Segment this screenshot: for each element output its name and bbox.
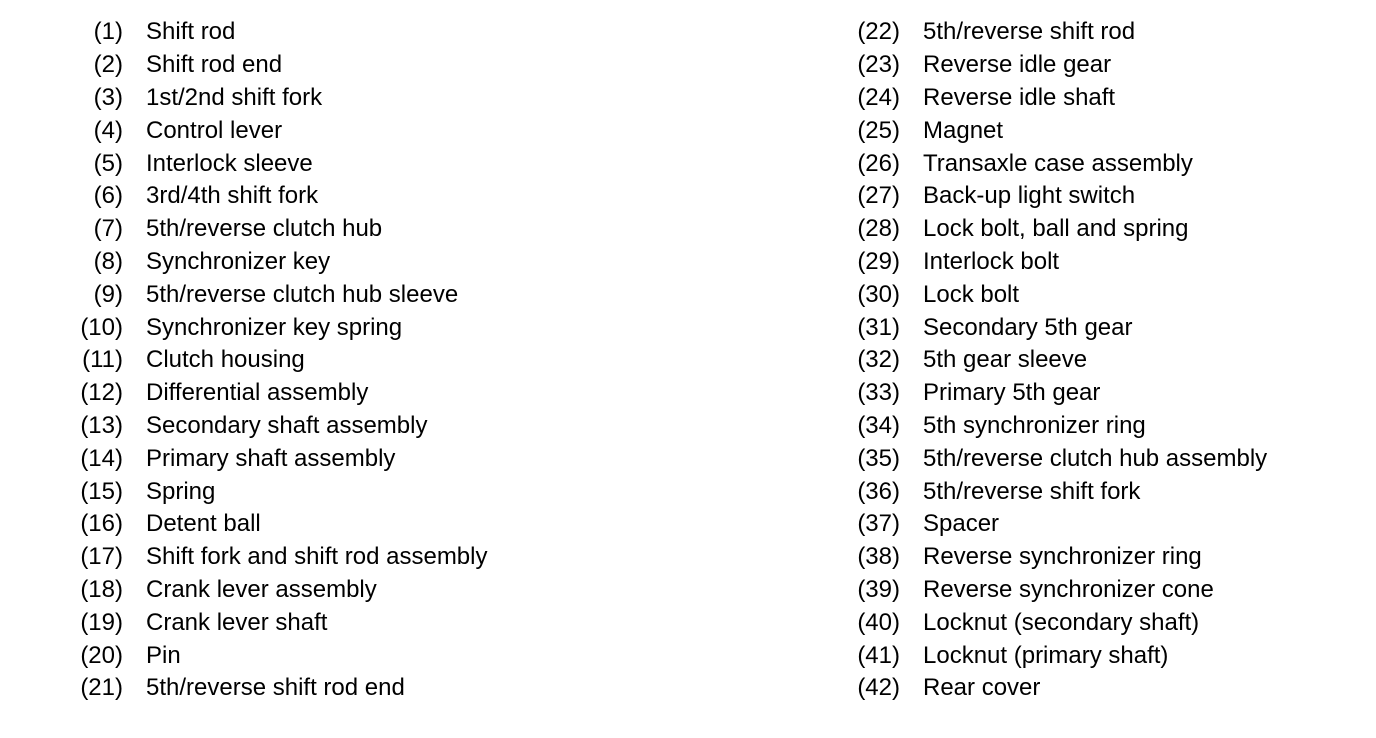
parts-list-item [0, 147, 487, 180]
parts-list-item [0, 508, 487, 541]
part-name: Lock bolt [923, 280, 1020, 308]
part-name: Secondary shaft assembly [146, 411, 428, 439]
part-number: (21) [80, 674, 123, 702]
part-name: 1st/2nd shift fork [146, 83, 323, 111]
part-number: (31) [857, 313, 900, 341]
part-name: Shift rod end [146, 51, 283, 79]
part-number: (15) [80, 477, 123, 505]
part-name: Differential assembly [146, 379, 369, 407]
part-number: (10) [80, 313, 123, 341]
part-number: (33) [857, 379, 900, 407]
parts-list-item [800, 82, 1267, 115]
part-number: (41) [857, 641, 900, 669]
part-number: (20) [80, 641, 123, 669]
parts-list-item [800, 278, 1267, 311]
part-name: Detent ball [146, 510, 261, 538]
parts-list-item [800, 508, 1267, 541]
parts-list-item [0, 16, 487, 49]
part-number: (8) [93, 247, 123, 275]
part-number: (24) [857, 83, 900, 111]
part-number: (1) [93, 18, 123, 46]
part-number: (2) [93, 51, 123, 79]
parts-list-item [800, 574, 1267, 607]
part-name: Reverse synchronizer cone [923, 575, 1214, 603]
parts-list-item [0, 311, 487, 344]
part-number: (18) [80, 575, 123, 603]
part-number: (34) [857, 411, 900, 439]
part-name: 5th/reverse clutch hub [146, 215, 383, 243]
part-number: (7) [93, 215, 123, 243]
part-number: (11) [82, 346, 123, 374]
part-number: (4) [93, 116, 123, 144]
part-number: (30) [857, 280, 900, 308]
parts-list-item [800, 541, 1267, 574]
part-number: (37) [857, 510, 900, 538]
part-name: Spacer [923, 510, 1000, 538]
parts-list-item [800, 410, 1267, 443]
part-name: Synchronizer key [146, 247, 331, 275]
part-number: (9) [93, 280, 123, 308]
part-name: Locknut (primary shaft) [923, 641, 1169, 669]
part-number: (6) [93, 182, 123, 210]
parts-list-item [0, 475, 487, 508]
part-name: Pin [146, 641, 181, 669]
part-name: Locknut (secondary shaft) [923, 608, 1200, 636]
part-name: Synchronizer key spring [146, 313, 403, 341]
part-name: Reverse synchronizer ring [923, 543, 1202, 571]
parts-list-item [800, 639, 1267, 672]
part-number: (42) [857, 674, 900, 702]
part-name: 5th/reverse shift fork [923, 477, 1141, 505]
parts-list-item [0, 541, 487, 574]
part-number: (36) [857, 477, 900, 505]
parts-list-item [0, 344, 487, 377]
part-name: Secondary 5th gear [923, 313, 1133, 341]
parts-list-right [800, 16, 1267, 705]
parts-list-item [0, 672, 487, 705]
part-name: Interlock sleeve [146, 149, 313, 177]
part-name: Crank lever assembly [146, 575, 377, 603]
parts-list-item [0, 606, 487, 639]
parts-list-item [800, 377, 1267, 410]
part-name: Reverse idle gear [923, 51, 1112, 79]
part-name: Primary 5th gear [923, 379, 1101, 407]
parts-list-item [0, 180, 487, 213]
part-name: Back-up light switch [923, 182, 1136, 210]
part-number: (14) [80, 444, 123, 472]
parts-list-item [0, 246, 487, 279]
part-name: Interlock bolt [923, 247, 1060, 275]
part-number: (39) [857, 575, 900, 603]
part-number: (25) [857, 116, 900, 144]
part-name: Control lever [146, 116, 283, 144]
parts-list-item [0, 213, 487, 246]
part-number: (38) [857, 543, 900, 571]
parts-list-item [800, 147, 1267, 180]
part-number: (35) [857, 444, 900, 472]
parts-list-item [0, 442, 487, 475]
part-number: (29) [857, 247, 900, 275]
part-name: 5th synchronizer ring [923, 411, 1146, 439]
parts-list-item [0, 639, 487, 672]
parts-list-item [800, 606, 1267, 639]
parts-list-item [800, 246, 1267, 279]
part-name: Primary shaft assembly [146, 444, 396, 472]
parts-list-left [0, 16, 487, 705]
parts-list-item [0, 49, 487, 82]
part-number: (40) [857, 608, 900, 636]
part-name: Shift fork and shift rod assembly [146, 543, 488, 571]
parts-list-item [800, 311, 1267, 344]
parts-list-item [800, 344, 1267, 377]
part-number: (19) [80, 608, 123, 636]
part-name: Reverse idle shaft [923, 83, 1116, 111]
part-number: (22) [857, 18, 900, 46]
part-number: (16) [80, 510, 123, 538]
part-name: Magnet [923, 116, 1004, 144]
parts-list-item [0, 377, 487, 410]
part-name: 3rd/4th shift fork [146, 182, 319, 210]
parts-list-item [0, 114, 487, 147]
parts-list-item [800, 475, 1267, 508]
parts-list-item [800, 672, 1267, 705]
part-name: 5th/reverse clutch hub assembly [923, 444, 1268, 472]
part-number: (13) [80, 411, 123, 439]
part-name: Shift rod [146, 18, 236, 46]
parts-list-item [0, 82, 487, 115]
part-number: (26) [857, 149, 900, 177]
part-name: Crank lever shaft [146, 608, 328, 636]
parts-list-item [800, 213, 1267, 246]
parts-list-item [800, 114, 1267, 147]
part-name: Clutch housing [146, 346, 305, 374]
parts-list-item [800, 442, 1267, 475]
part-number: (23) [857, 51, 900, 79]
parts-list-item [800, 180, 1267, 213]
parts-list-item [800, 16, 1267, 49]
part-number: (28) [857, 215, 900, 243]
parts-list-item [0, 278, 487, 311]
part-number: (5) [93, 149, 123, 177]
part-name: Rear cover [923, 674, 1041, 702]
part-number: (12) [80, 379, 123, 407]
part-name: Lock bolt, ball and spring [923, 215, 1189, 243]
part-name: 5th/reverse shift rod end [146, 674, 405, 702]
part-name: 5th/reverse shift rod [923, 18, 1136, 46]
part-name: 5th gear sleeve [923, 346, 1088, 374]
part-number: (27) [857, 182, 900, 210]
part-name: Transaxle case assembly [923, 149, 1193, 177]
part-number: (3) [93, 83, 123, 111]
part-name: Spring [146, 477, 216, 505]
parts-list-item [0, 574, 487, 607]
parts-list-item [0, 410, 487, 443]
part-number: (17) [80, 543, 123, 571]
part-name: 5th/reverse clutch hub sleeve [146, 280, 459, 308]
part-number: (32) [857, 346, 900, 374]
parts-list-item [800, 49, 1267, 82]
